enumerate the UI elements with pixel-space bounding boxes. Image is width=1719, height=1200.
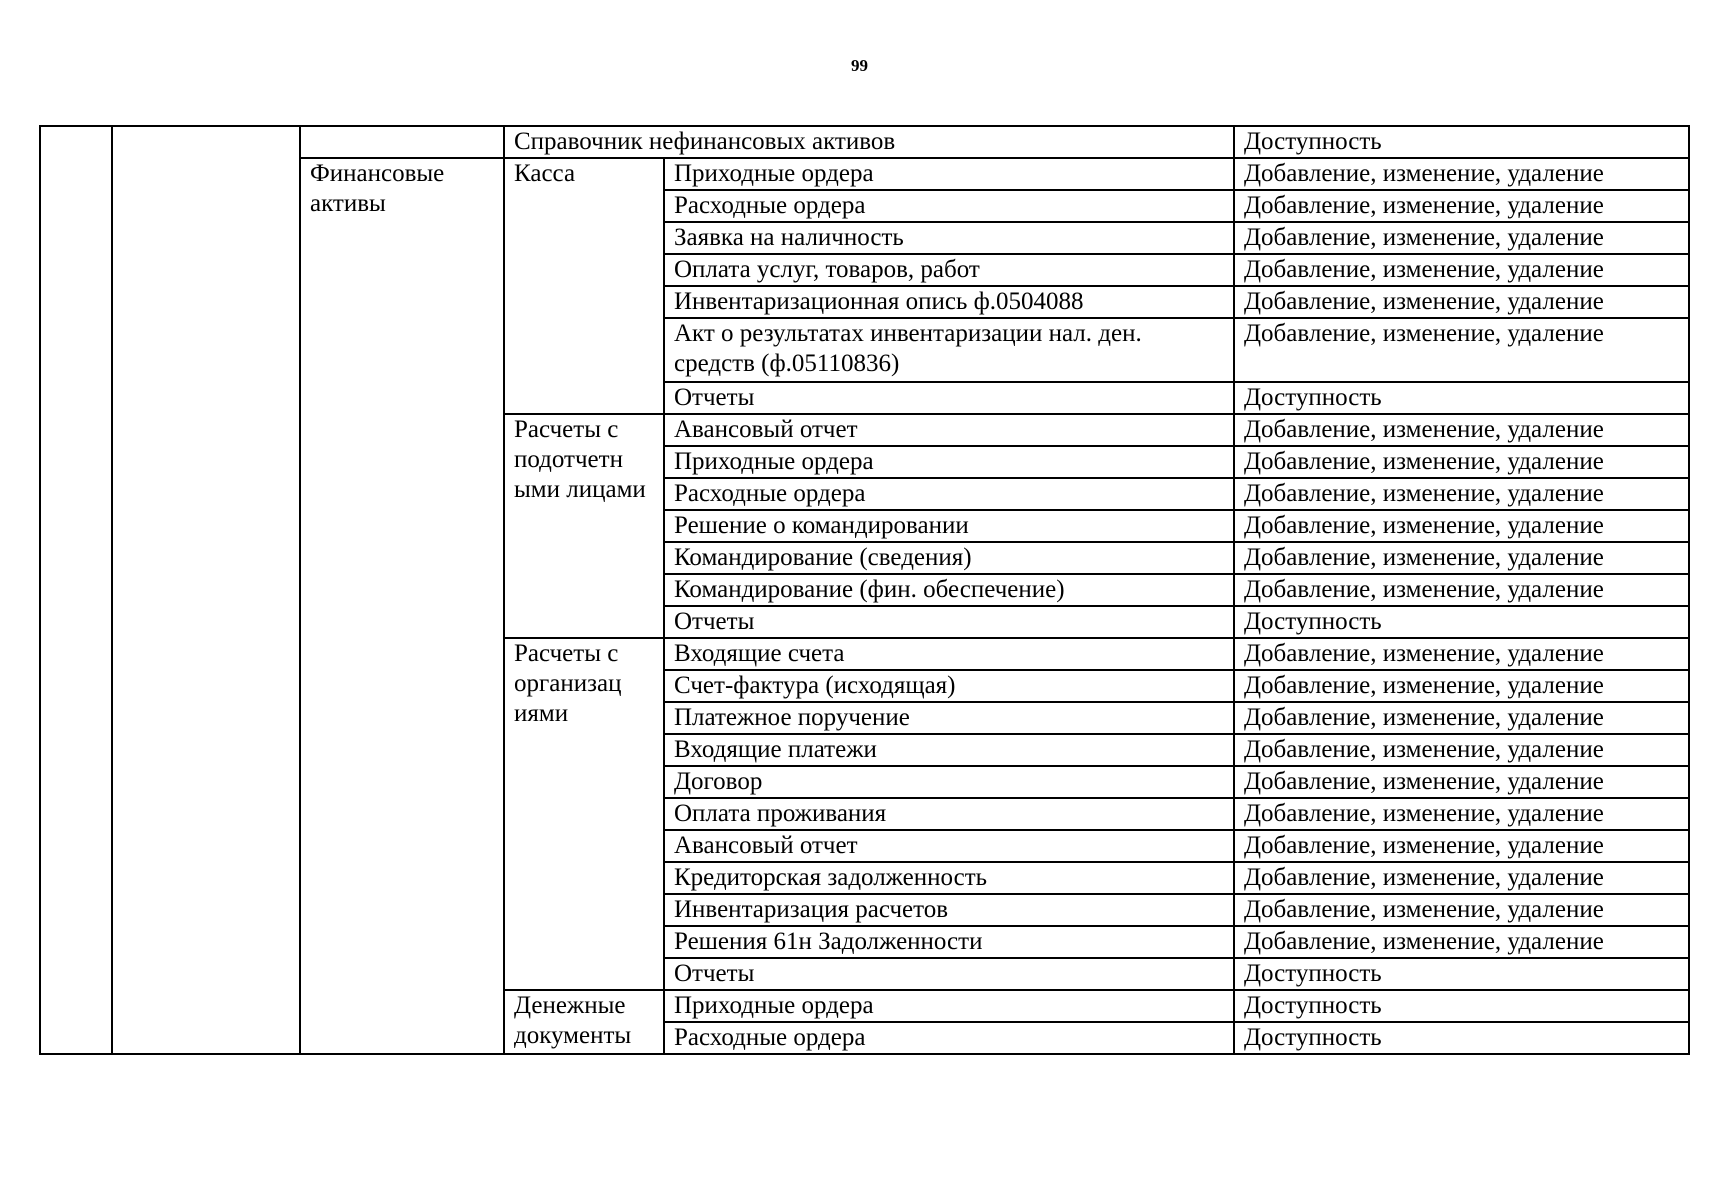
item-name: Инвентаризационная опись ф.0504088 [664, 286, 1234, 318]
access-value: Доступность [1234, 958, 1689, 990]
item-name: Командирование (сведения) [664, 542, 1234, 574]
access-value: Добавление, изменение, удаление [1234, 222, 1689, 254]
item-name: Договор [664, 766, 1234, 798]
section-title: Финансовые активы [300, 158, 504, 1054]
item-name: Расходные ордера [664, 190, 1234, 222]
access-value: Добавление, изменение, удаление [1234, 766, 1689, 798]
access-value: Добавление, изменение, удаление [1234, 734, 1689, 766]
item-name: Платежное поручение [664, 702, 1234, 734]
access-value: Добавление, изменение, удаление [1234, 670, 1689, 702]
access-table-body [40, 126, 1689, 1054]
page-number: 99 [851, 56, 868, 75]
access-value: Добавление, изменение, удаление [1234, 190, 1689, 222]
access-value: Добавление, изменение, удаление [1234, 862, 1689, 894]
item-name: Инвентаризация расчетов [664, 894, 1234, 926]
access-value: Добавление, изменение, удаление [1234, 286, 1689, 318]
access-value: Добавление, изменение, удаление [1234, 798, 1689, 830]
item-name: Приходные ордера [664, 446, 1234, 478]
access-value: Добавление, изменение, удаление [1234, 702, 1689, 734]
item-name: Счет-фактура (исходящая) [664, 670, 1234, 702]
access-value: Доступность [1234, 990, 1689, 1022]
group-name: Расчеты с подотчетн ыми лицами [504, 414, 664, 638]
item-name: Входящие счета [664, 638, 1234, 670]
item-name: Расходные ордера [664, 478, 1234, 510]
item-name: Расходные ордера [664, 1022, 1234, 1054]
item-name: Приходные ордера [664, 990, 1234, 1022]
access-value: Добавление, изменение, удаление [1234, 926, 1689, 958]
access-value: Добавление, изменение, удаление [1234, 254, 1689, 286]
group-name: Касса [504, 158, 664, 414]
header-reference: Справочник нефинансовых активов [504, 126, 1234, 158]
access-value: Доступность [1234, 382, 1689, 414]
access-table [39, 125, 1690, 1055]
access-value: Добавление, изменение, удаление [1234, 318, 1689, 382]
access-value: Добавление, изменение, удаление [1234, 158, 1689, 190]
header-row [40, 126, 1689, 158]
item-name: Отчеты [664, 958, 1234, 990]
item-name: Входящие платежи [664, 734, 1234, 766]
item-name: Авансовый отчет [664, 414, 1234, 446]
access-value: Добавление, изменение, удаление [1234, 414, 1689, 446]
access-value: Добавление, изменение, удаление [1234, 542, 1689, 574]
access-value: Добавление, изменение, удаление [1234, 478, 1689, 510]
item-name: Заявка на наличность [664, 222, 1234, 254]
item-name: Оплата проживания [664, 798, 1234, 830]
item-name: Оплата услуг, товаров, работ [664, 254, 1234, 286]
access-value: Добавление, изменение, удаление [1234, 510, 1689, 542]
group-name: Денежные документы [504, 990, 664, 1054]
item-name: Отчеты [664, 382, 1234, 414]
access-value: Добавление, изменение, удаление [1234, 830, 1689, 862]
item-name: Отчеты [664, 606, 1234, 638]
access-value: Доступность [1234, 1022, 1689, 1054]
item-name: Решение о командировании [664, 510, 1234, 542]
item-name: Командирование (фин. обеспечение) [664, 574, 1234, 606]
blank-column-2 [112, 126, 300, 1054]
access-value: Доступность [1234, 606, 1689, 638]
item-name: Приходные ордера [664, 158, 1234, 190]
access-value: Добавление, изменение, удаление [1234, 446, 1689, 478]
item-name: Авансовый отчет [664, 830, 1234, 862]
item-name: Кредиторская задолженность [664, 862, 1234, 894]
group-name: Расчеты с организац иями [504, 638, 664, 990]
blank-header-cell [300, 126, 504, 158]
access-value: Добавление, изменение, удаление [1234, 574, 1689, 606]
item-name: Акт о результатах инвентаризации нал. ден. средств (ф.05110836) [664, 318, 1234, 382]
header-access: Доступность [1234, 126, 1689, 158]
item-name: Решения 61н Задолженности [664, 926, 1234, 958]
blank-column-1 [40, 126, 112, 1054]
access-value: Добавление, изменение, удаление [1234, 638, 1689, 670]
access-value: Добавление, изменение, удаление [1234, 894, 1689, 926]
